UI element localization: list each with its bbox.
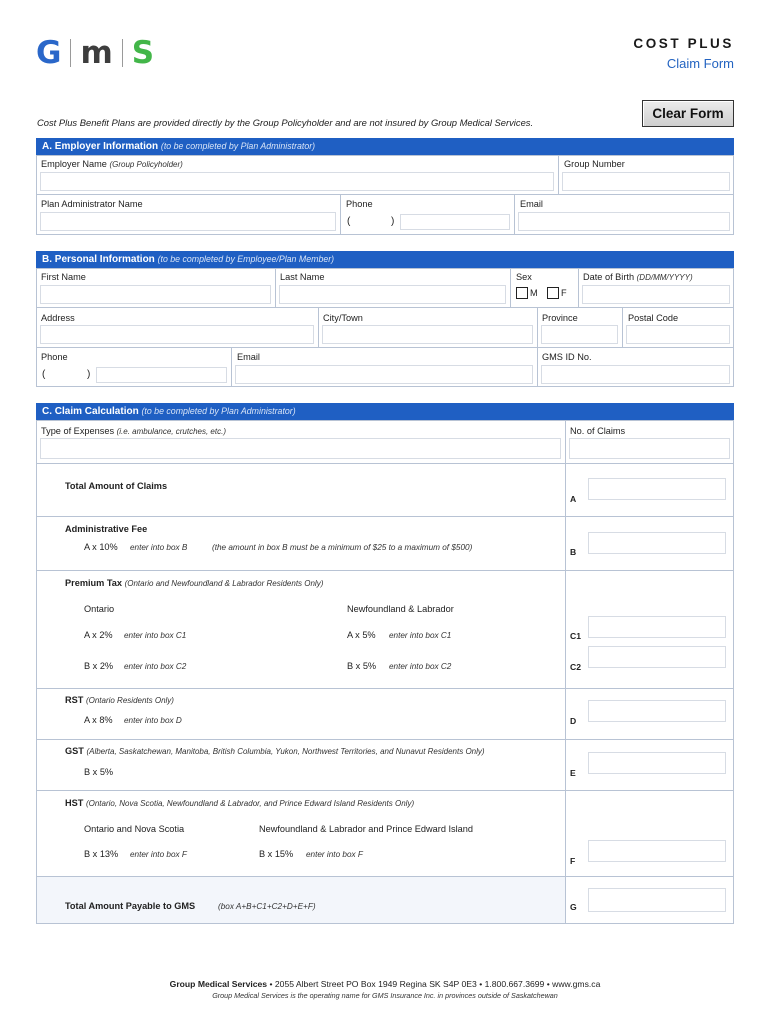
address-input[interactable] bbox=[40, 325, 314, 344]
admin-area-code-input[interactable] bbox=[356, 214, 386, 230]
hst-nlpei-rate: B x 15% bbox=[259, 849, 294, 859]
hst-nlpei-enter: enter into box F bbox=[306, 850, 363, 859]
box-e-input[interactable] bbox=[588, 752, 726, 774]
total-claims-label: Total Amount of Claims bbox=[65, 481, 168, 491]
admin-phone-input[interactable] bbox=[400, 214, 510, 230]
box-c2-input[interactable] bbox=[588, 646, 726, 668]
admin-fee-label: Administrative Fee bbox=[65, 524, 148, 534]
box-c1-input[interactable] bbox=[588, 616, 726, 638]
col-divider bbox=[275, 268, 276, 307]
box-g-label: G bbox=[570, 902, 577, 912]
box-a-input[interactable] bbox=[588, 478, 726, 500]
admin-rate: A x 10% bbox=[84, 542, 118, 552]
rst-rate: A x 8% bbox=[84, 715, 113, 725]
employer-name-input[interactable] bbox=[40, 172, 554, 191]
clear-form-button[interactable]: Clear Form bbox=[642, 100, 734, 127]
first-name-input[interactable] bbox=[40, 285, 271, 304]
section-b-header bbox=[36, 251, 734, 268]
box-c2-label: C2 bbox=[570, 662, 581, 672]
admin-enter: enter into box B bbox=[130, 543, 188, 552]
no-claims-input[interactable] bbox=[569, 438, 730, 459]
section-c-title: C. Claim Calculation bbox=[42, 406, 139, 417]
ontario-heading: Ontario bbox=[84, 604, 115, 614]
box-d-input[interactable] bbox=[588, 700, 726, 722]
sex-f-checkbox[interactable] bbox=[547, 287, 559, 299]
hst-ons-heading: Ontario and Nova Scotia bbox=[84, 824, 185, 834]
section-a-note: (to be completed by Plan Administrator) bbox=[160, 141, 316, 151]
member-phone-label: Phone bbox=[41, 352, 68, 362]
type-expenses-label: Type of Expenses (i.e. ambulance, crutches, etc.) bbox=[41, 426, 226, 436]
row-divider bbox=[36, 463, 734, 464]
col-divider bbox=[510, 268, 511, 307]
plan-admin-name-input[interactable] bbox=[40, 212, 336, 231]
admin-email-label: Email bbox=[520, 199, 543, 209]
rst-label: RST (Ontario Residents Only) bbox=[65, 695, 174, 705]
total-payable-label: Total Amount Payable to GMS bbox=[65, 901, 196, 911]
logo-letter-s: S bbox=[131, 35, 155, 71]
total-row-shade bbox=[37, 877, 565, 923]
rst-enter: enter into box D bbox=[124, 716, 182, 725]
row-divider bbox=[36, 688, 734, 689]
nl-heading: Newfoundland & Labrador bbox=[347, 604, 454, 614]
sex-m-label: M bbox=[530, 288, 538, 298]
province-label: Province bbox=[542, 313, 578, 323]
col-divider bbox=[558, 155, 559, 194]
on-premium-b-enter: enter into box C2 bbox=[124, 662, 187, 671]
employer-name-label: Employer Name (Group Policyholder) bbox=[41, 159, 183, 169]
box-d-label: D bbox=[570, 716, 577, 726]
member-email-input[interactable] bbox=[235, 365, 533, 384]
row-divider bbox=[36, 790, 734, 791]
member-email-label: Email bbox=[237, 352, 260, 362]
nl-premium-b-enter: enter into box C2 bbox=[389, 662, 452, 671]
section-b-title: B. Personal Information bbox=[42, 254, 155, 265]
gst-rate: B x 5% bbox=[84, 767, 114, 777]
col-divider bbox=[537, 347, 538, 387]
group-number-input[interactable] bbox=[562, 172, 730, 191]
col-divider bbox=[340, 194, 341, 235]
hst-label: HST (Ontario, Nova Scotia, Newfoundland & Labrador, and Prince Edward Island Residents Only) bbox=[65, 798, 415, 808]
phone-paren-close: ) bbox=[87, 369, 91, 380]
gms-logo bbox=[36, 35, 155, 71]
col-divider bbox=[565, 420, 566, 924]
logo-divider bbox=[122, 39, 123, 67]
on-premium-a-enter: enter into box C1 bbox=[124, 631, 187, 640]
gms-id-label: GMS ID No. bbox=[542, 352, 592, 362]
hst-nlpei-heading: Newfoundland & Labrador and Prince Edward Island bbox=[259, 824, 473, 834]
premium-tax-label: Premium Tax (Ontario and Newfoundland & Labrador Residents Only) bbox=[65, 578, 324, 588]
address-label: Address bbox=[41, 313, 75, 323]
row-divider bbox=[36, 307, 734, 308]
last-name-label: Last Name bbox=[280, 272, 325, 282]
member-area-code-input[interactable] bbox=[50, 367, 82, 383]
box-b-label: B bbox=[570, 547, 577, 557]
row-divider bbox=[36, 516, 734, 517]
col-divider bbox=[578, 268, 579, 307]
row-divider bbox=[36, 739, 734, 740]
nl-premium-a-rate: A x 5% bbox=[347, 630, 376, 640]
admin-email-input[interactable] bbox=[518, 212, 730, 231]
on-premium-a-rate: A x 2% bbox=[84, 630, 113, 640]
province-input[interactable] bbox=[541, 325, 618, 344]
form-subtitle: Claim Form bbox=[666, 56, 734, 71]
disclaimer-text: Cost Plus Benefit Plans are provided directly by the Group Policyholder and are not insured by Group Medical Services. bbox=[37, 117, 534, 128]
section-a-title: A. Employer Information bbox=[42, 141, 159, 152]
col-divider bbox=[231, 347, 232, 387]
form-title: COST PLUS bbox=[633, 36, 734, 51]
logo-letter-g: G bbox=[36, 35, 62, 71]
section-c-note: (to be completed by Plan Administrator) bbox=[141, 406, 296, 416]
total-payable-note: (box A+B+C1+C2+D+E+F) bbox=[218, 902, 316, 911]
nl-premium-b-rate: B x 5% bbox=[347, 661, 377, 671]
box-f-input[interactable] bbox=[588, 840, 726, 862]
col-divider bbox=[318, 307, 319, 347]
form-title-block bbox=[633, 36, 734, 71]
box-e-label: E bbox=[570, 768, 576, 778]
nl-premium-a-enter: enter into box C1 bbox=[389, 631, 452, 640]
section-c-header bbox=[36, 403, 734, 420]
first-name-label: First Name bbox=[41, 272, 86, 282]
type-expenses-input[interactable] bbox=[40, 438, 561, 459]
city-label: City/Town bbox=[323, 313, 363, 323]
sex-f-label: F bbox=[561, 288, 567, 298]
dob-input[interactable] bbox=[582, 285, 730, 304]
plan-admin-name-label: Plan Administrator Name bbox=[41, 199, 143, 209]
logo-letter-m: m bbox=[80, 35, 113, 71]
box-g-input[interactable] bbox=[588, 888, 726, 912]
section-b-note: (to be completed by Employee/Plan Member) bbox=[157, 254, 335, 264]
box-f-label: F bbox=[570, 856, 576, 866]
footer-company: Group Medical Services bbox=[169, 979, 268, 989]
footer-contact bbox=[0, 979, 770, 989]
row-divider bbox=[36, 570, 734, 571]
no-claims-label: No. of Claims bbox=[570, 426, 626, 436]
member-phone-input[interactable] bbox=[96, 367, 227, 383]
phone-paren-open: ( bbox=[42, 369, 46, 380]
col-divider bbox=[537, 307, 538, 347]
last-name-input[interactable] bbox=[279, 285, 506, 304]
gms-id-input[interactable] bbox=[541, 365, 730, 384]
row-divider bbox=[36, 194, 734, 195]
box-a-label: A bbox=[570, 494, 577, 504]
col-divider bbox=[514, 194, 515, 235]
row-divider bbox=[36, 347, 734, 348]
logo-divider bbox=[70, 39, 71, 67]
group-number-label: Group Number bbox=[564, 159, 625, 169]
box-c1-label: C1 bbox=[570, 631, 581, 641]
gst-label: GST (Alberta, Saskatchewan, Manitoba, British Columbia, Yukon, Northwest Territories, and Nunavut Residents Only) bbox=[65, 746, 485, 756]
hst-ons-rate: B x 13% bbox=[84, 849, 119, 859]
postal-code-label: Postal Code bbox=[628, 313, 679, 323]
phone-paren-open: ( bbox=[347, 216, 351, 227]
city-input[interactable] bbox=[322, 325, 533, 344]
admin-phone-label: Phone bbox=[346, 199, 373, 209]
sex-m-checkbox[interactable] bbox=[516, 287, 528, 299]
footer-legal: Group Medical Services is the operating name for GMS Insurance Inc. in provinces outside of Saskatchewan bbox=[212, 991, 558, 1000]
phone-paren-close: ) bbox=[391, 216, 395, 227]
on-premium-b-rate: B x 2% bbox=[84, 661, 114, 671]
sex-label: Sex bbox=[516, 272, 532, 282]
box-b-input[interactable] bbox=[588, 532, 726, 554]
footer-address: • 2055 Albert Street PO Box 1949 Regina SK S4P 0E3 • 1.800.667.3699 • www.gms.ca bbox=[269, 979, 601, 989]
col-divider bbox=[622, 307, 623, 347]
hst-ons-enter: enter into box F bbox=[130, 850, 187, 859]
dob-label: Date of Birth (DD/MM/YYYY) bbox=[583, 272, 693, 282]
section-a-header bbox=[36, 138, 734, 155]
postal-code-input[interactable] bbox=[626, 325, 730, 344]
admin-note: (the amount in box B must be a minimum of $25 to a maximum of $500) bbox=[212, 543, 473, 552]
